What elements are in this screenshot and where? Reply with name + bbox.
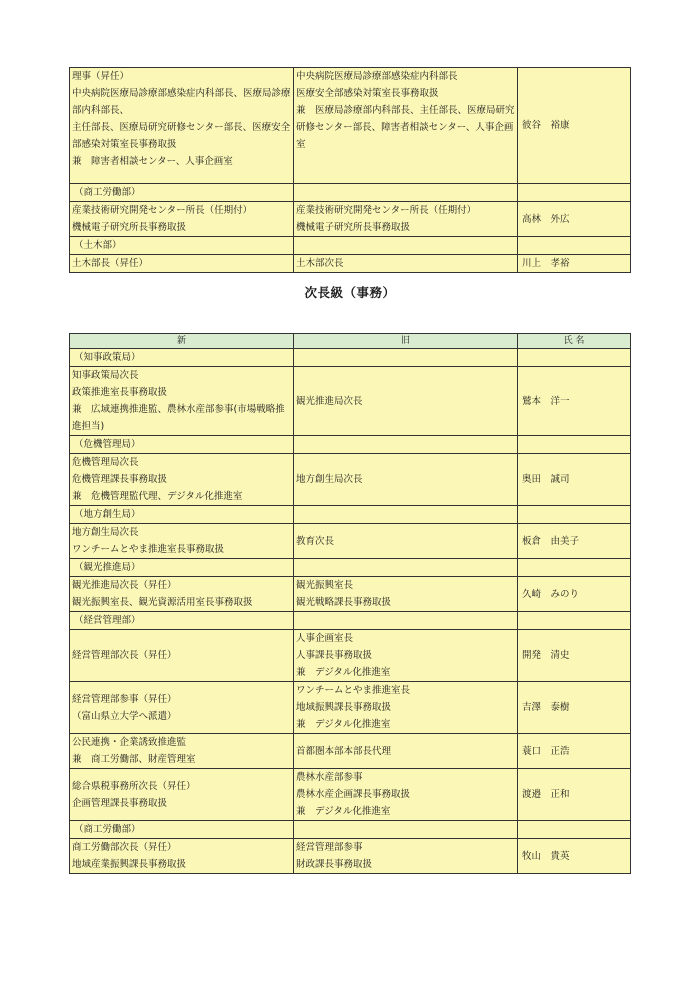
- new-position-cell: [70, 367, 294, 436]
- table-row: [70, 630, 631, 682]
- position-line: 兼 デジタル化推進室: [296, 719, 391, 730]
- person-name: 高林 外広: [518, 202, 631, 237]
- section-label: （知事政策局）: [70, 349, 294, 367]
- position-line: 教育次長: [296, 535, 335, 547]
- old-position-cell: 産業技術研究開発センター所長（任期付） 機械電子研究所長事務取扱: [294, 202, 518, 237]
- old-position-cell: [294, 577, 518, 612]
- old-position-cell: [294, 630, 518, 682]
- section-label: （土木部）: [70, 237, 294, 255]
- person-name: 鷲本 洋一: [518, 367, 631, 436]
- new-position-cell: [70, 454, 294, 506]
- table-row: [70, 682, 631, 734]
- table-row: [70, 769, 631, 821]
- section-label: （経営管理部）: [70, 612, 294, 630]
- empty-cell: [294, 349, 518, 367]
- table-row: [70, 454, 631, 506]
- position-line: 経営管理部次長（昇任）: [72, 650, 177, 661]
- section-row: [70, 506, 631, 524]
- position-line: 公民連携・企業誘致推進監: [72, 737, 187, 748]
- section-row: [70, 821, 631, 839]
- empty-cell: [294, 612, 518, 630]
- table-row: [70, 202, 631, 237]
- position-line: 地域産業振興課長事務取扱: [72, 859, 187, 870]
- position-line: 地方創生局次長: [72, 527, 139, 538]
- position-line: 商工労働部次長（昇任）: [72, 842, 177, 853]
- table-row: [70, 524, 631, 559]
- column-header-new: 新: [70, 334, 294, 349]
- table-row: [70, 839, 631, 874]
- section-label: （危機管理局）: [70, 436, 294, 454]
- table-row: [70, 367, 631, 436]
- person-name: 渡邉 正和: [518, 769, 631, 821]
- person-name: 彼谷 裕康: [518, 68, 631, 184]
- old-position-cell: [294, 839, 518, 874]
- position-line: 総合県税事務所次長（昇任）: [72, 780, 196, 792]
- person-name: 牧山 貴英: [518, 839, 631, 874]
- new-position-cell: 産業技術研究開発センター所長（任期付） 機械電子研究所長事務取扱: [70, 202, 294, 237]
- continuation-table: [69, 67, 631, 273]
- position-line: 首都圏本部本部長代理: [296, 745, 392, 757]
- table-row: [70, 577, 631, 612]
- position-line: 経営管理部参事（昇任）: [72, 693, 177, 705]
- empty-cell: [294, 821, 518, 839]
- person-name: 久崎 みのり: [518, 577, 631, 612]
- column-header-old: 旧: [294, 334, 518, 349]
- table-row: [70, 68, 631, 184]
- section-label: （商工労働部）: [70, 821, 294, 839]
- new-position-cell: [70, 769, 294, 821]
- old-position-cell: [294, 682, 518, 734]
- new-position-cell: [70, 524, 294, 559]
- empty-cell: [294, 506, 518, 524]
- table-row: [70, 255, 631, 273]
- old-position-cell: [294, 454, 518, 506]
- position-line: 地方創生局次長: [296, 474, 363, 485]
- person-name: 川上 孝裕: [518, 255, 631, 273]
- person-name: 吉澤 泰樹: [518, 682, 631, 734]
- person-name: 板倉 由美子: [518, 524, 631, 559]
- position-line: 兼 広域連携推進監、農林水産部参事(市場戦略推進担当): [72, 404, 285, 432]
- section-row: [70, 436, 631, 454]
- position-line: 人事企画室長: [296, 633, 354, 644]
- position-line: 兼 デジタル化推進室: [296, 667, 391, 678]
- old-position-cell: [294, 367, 518, 436]
- empty-cell: [518, 821, 631, 839]
- table-header-row: [70, 334, 631, 349]
- person-name: 蓑口 正浩: [518, 734, 631, 769]
- table-body: [70, 349, 631, 874]
- position-line: 観光戦略課長事務取扱: [296, 597, 392, 608]
- section-label: （地方創生局）: [70, 506, 294, 524]
- position-line: 知事政策局次長: [72, 370, 139, 381]
- column-header-name: 氏 名: [518, 334, 631, 349]
- position-line: 財政課長事務取扱: [296, 859, 373, 870]
- section-row: [70, 184, 631, 202]
- table-row: [70, 734, 631, 769]
- old-position-cell: [294, 524, 518, 559]
- section-row: [70, 612, 631, 630]
- section-row: [70, 559, 631, 577]
- position-line: 経営管理部参事: [296, 842, 363, 853]
- position-line: 兼 商工労働部、財産管理室: [72, 754, 196, 765]
- section-heading: 次長級（事務）: [304, 285, 396, 300]
- empty-cell: [518, 612, 631, 630]
- position-line: 観光推進局次長: [296, 395, 363, 407]
- position-line: 兼 デジタル化推進室: [296, 806, 391, 817]
- position-line: 人事課長事務取扱: [296, 650, 373, 661]
- position-line: 農林水産部参事: [296, 772, 363, 783]
- old-position-cell: 土木部次長: [294, 255, 518, 273]
- position-line: 危機管理局次長: [72, 457, 139, 468]
- new-position-cell: [70, 734, 294, 769]
- section-row: [70, 237, 631, 255]
- empty-cell: [294, 559, 518, 577]
- position-line: ワンチームとやま推進室長: [296, 685, 411, 696]
- position-line: 政策推進室長事務取扱: [72, 387, 168, 398]
- position-line: 危機管理課長事務取扱: [72, 474, 168, 485]
- empty-cell: [294, 436, 518, 454]
- person-name: 開発 清史: [518, 630, 631, 682]
- new-position-cell: 理事（昇任） 中央病院医療局診療部感染症内科部長、医療局診療部内科部長、 主任部長、医療局研究研修センター部長、医療安全部感染対策室長事務取扱 兼 障害者相談センター、人事企画室: [70, 68, 294, 184]
- new-position-cell: [70, 839, 294, 874]
- empty-cell: [518, 349, 631, 367]
- position-line: 企画管理課長事務取扱: [72, 797, 168, 809]
- section-row: [70, 349, 631, 367]
- empty-cell: [518, 436, 631, 454]
- section-label: （観光推進局）: [70, 559, 294, 577]
- personnel-table: [69, 333, 631, 874]
- position-line: 兼 危機管理監代理、デジタル化推進室: [72, 491, 243, 502]
- old-position-cell: [294, 769, 518, 821]
- new-position-cell: [70, 682, 294, 734]
- old-position-cell: 中央病院医療局診療部感染症内科部長 医療安全部感染対策室長事務取扱 兼 医療局診療部内科部長、主任部長、医療局研究研修センター部長、障害者相談センター、人事企画室: [294, 68, 518, 184]
- new-position-cell: [70, 630, 294, 682]
- position-line: ワンチームとやま推進室長事務取扱: [72, 544, 225, 555]
- position-line: 農林水産企画課長事務取扱: [296, 789, 411, 800]
- new-position-cell: 土木部長（昇任）: [70, 255, 294, 273]
- new-position-cell: [70, 577, 294, 612]
- section-label: （商工労働部）: [70, 184, 294, 202]
- position-line: 観光振興室長: [296, 580, 354, 591]
- position-line: 観光推進局次長（昇任）: [72, 580, 177, 591]
- empty-cell: [518, 506, 631, 524]
- old-position-cell: [294, 734, 518, 769]
- empty-cell: [518, 559, 631, 577]
- position-line: 地域振興課長事務取扱: [296, 702, 392, 713]
- position-line: 観光振興室長、観光資源活用室長事務取扱: [72, 597, 253, 608]
- person-name: 奥田 誠司: [518, 454, 631, 506]
- position-line: （富山県立大学へ派遣）: [72, 710, 177, 722]
